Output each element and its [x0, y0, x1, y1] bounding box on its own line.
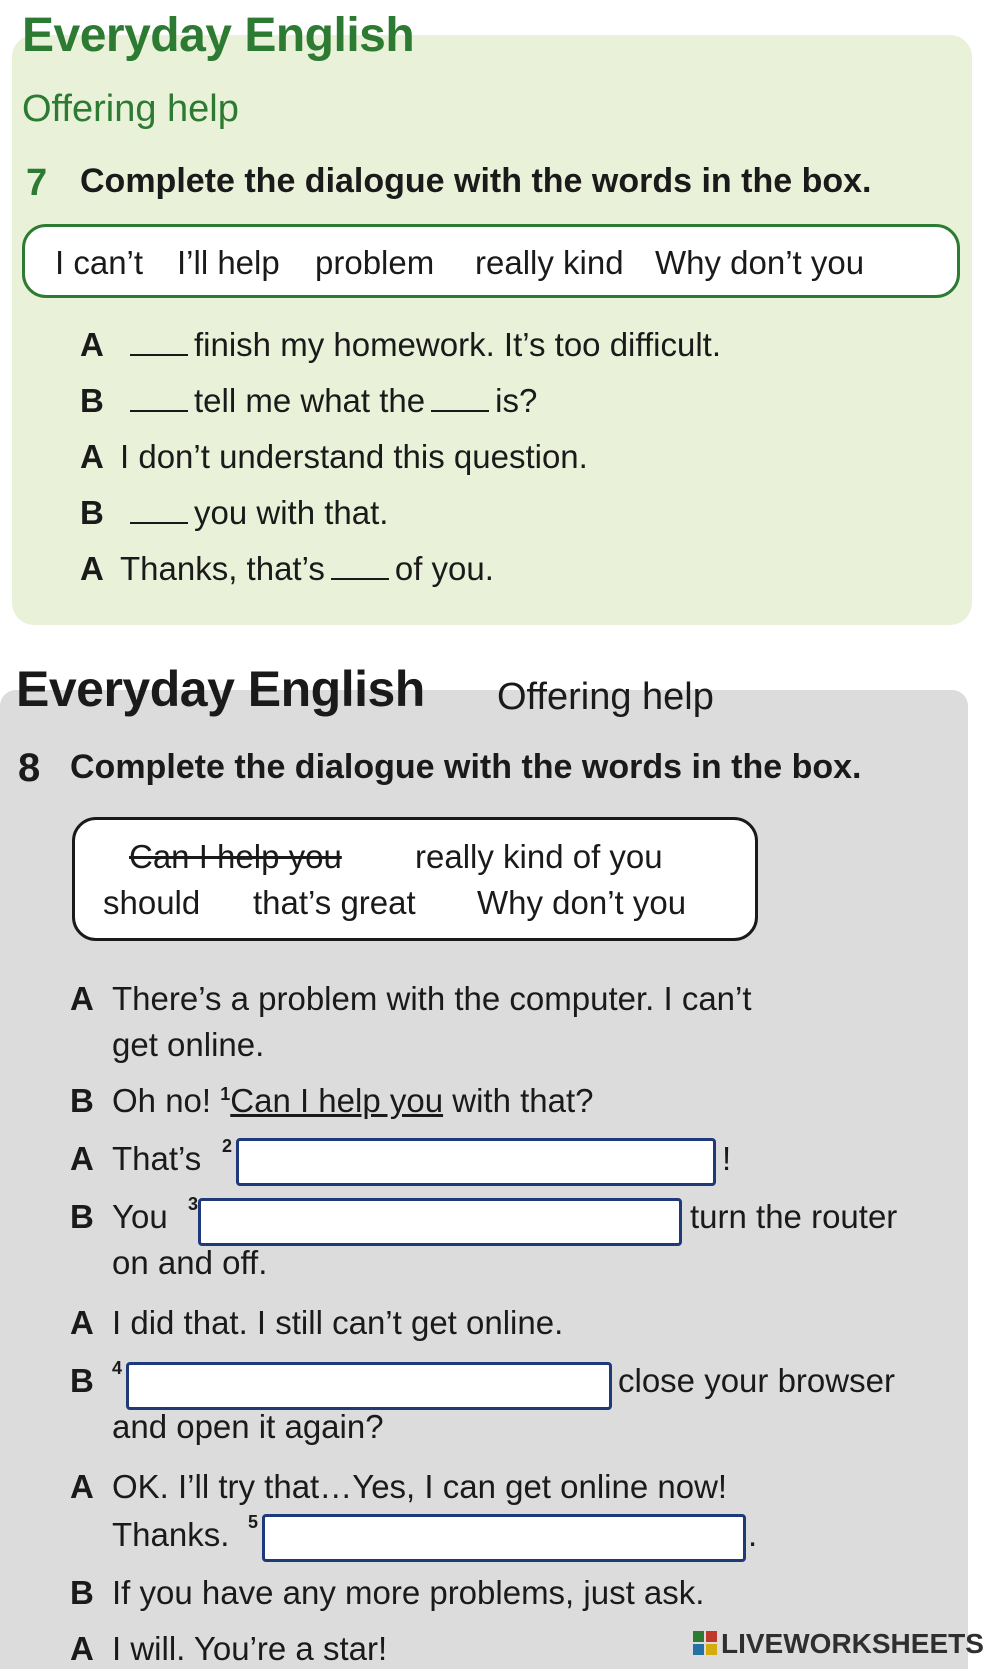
dialogue-text: turn the router: [690, 1198, 898, 1235]
speaker-label: A: [70, 1140, 94, 1177]
word-box-item: should: [103, 884, 201, 921]
dialogue-text: .: [748, 1516, 758, 1553]
speaker-label: B: [70, 1574, 94, 1611]
blank-line: [331, 552, 389, 580]
exercise-8-instruction: Complete the dialogue with the words in the box.: [70, 748, 862, 786]
speaker-label: B: [70, 1082, 94, 1119]
gap-number: 4: [112, 1358, 123, 1378]
dialogue-text: you with that.: [194, 494, 389, 531]
dialogue-text: get online.: [112, 1026, 265, 1063]
dialogue-text: tell me what the: [194, 382, 426, 419]
dialogue-text: Thanks, that’s: [120, 550, 325, 587]
word-box-item-used: Can I help you: [129, 838, 342, 875]
example-answer: Can I help you: [230, 1082, 444, 1119]
dialogue-text: You: [112, 1198, 168, 1235]
dialogue-text: !: [722, 1140, 732, 1177]
word-box-item: that’s great: [253, 884, 416, 921]
exercise-7-number: 7: [26, 162, 48, 204]
dialogue-text: There’s a problem with the computer. I can’t: [112, 980, 752, 1017]
speaker-label: B: [80, 382, 104, 419]
exercise-8-subtitle: Offering help: [497, 676, 714, 718]
word-box-item: Why don’t you: [655, 244, 865, 281]
dialogue-line: [80, 382, 537, 420]
dialogue-text: and open it again?: [112, 1408, 384, 1445]
answer-input-5[interactable]: [262, 1514, 746, 1562]
dialogue-text: with that?: [452, 1082, 594, 1119]
word-box-item: I can’t: [55, 244, 144, 281]
dialogue-text: is?: [495, 382, 538, 419]
word-box-item: really kind: [475, 244, 624, 281]
answer-input-3[interactable]: [198, 1198, 682, 1246]
blank-line: [130, 496, 188, 524]
blank-line: [130, 384, 188, 412]
dialogue-text: If you have any more problems, just ask.: [112, 1574, 705, 1611]
dialogue-line: [80, 550, 494, 588]
speaker-label: A: [70, 980, 94, 1017]
dialogue-text: Thanks.: [112, 1516, 230, 1553]
speaker-label: B: [70, 1362, 94, 1399]
speaker-label: A: [80, 550, 104, 587]
dialogue-line: [112, 1082, 594, 1120]
dialogue-text: of you.: [394, 550, 494, 587]
dialogue-line: [80, 494, 388, 532]
dialogue-text: OK. I’ll try that…Yes, I can get online now!: [112, 1468, 728, 1505]
speaker-label: A: [70, 1304, 94, 1341]
exercise-8-number: 8: [18, 746, 41, 790]
speaker-label: A: [70, 1630, 94, 1667]
speaker-label: A: [80, 326, 104, 363]
exercise-8-word-box: [72, 817, 758, 941]
answer-input-4[interactable]: [126, 1362, 612, 1410]
speaker-label: B: [80, 494, 104, 531]
dialogue-text: finish my homework. It’s too difficult.: [194, 326, 721, 363]
exercise-7-subtitle: Offering help: [22, 88, 239, 130]
liveworksheets-logo-icon: [692, 1630, 718, 1656]
speaker-label: A: [80, 438, 104, 475]
word-box-item: I’ll help: [177, 244, 280, 281]
dialogue-text: I will. You’re a star!: [112, 1630, 388, 1667]
word-box-item: problem: [315, 244, 435, 281]
dialogue-line: [80, 326, 721, 364]
exercise-8-title: Everyday English: [16, 661, 425, 717]
watermark-text: LIVEWORKSHEETS: [721, 1628, 984, 1659]
exercise-7-instruction: Complete the dialogue with the words in the box.: [80, 162, 872, 200]
dialogue-text: Oh no!: [112, 1082, 212, 1119]
dialogue-text: I did that. I still can’t get online.: [112, 1304, 564, 1341]
dialogue-text: on and off.: [112, 1244, 268, 1281]
liveworksheets-watermark: [692, 1628, 984, 1660]
exercise-7-word-box: [22, 224, 960, 298]
dialogue-line: [80, 438, 588, 476]
dialogue-text: I don’t understand this question.: [120, 438, 588, 475]
speaker-label: A: [70, 1468, 94, 1505]
word-box-item: really kind of you: [415, 838, 663, 875]
gap-number: 2: [222, 1136, 233, 1156]
gap-number: 1: [220, 1084, 231, 1104]
word-box-item: Why don’t you: [477, 884, 687, 921]
exercise-7-title: Everyday English: [22, 9, 415, 62]
blank-line: [130, 328, 188, 356]
gap-number: 5: [248, 1512, 259, 1532]
answer-input-2[interactable]: [236, 1138, 716, 1186]
gap-number: 3: [188, 1194, 199, 1214]
dialogue-text: That’s: [112, 1140, 202, 1177]
speaker-label: B: [70, 1198, 94, 1235]
blank-line: [431, 384, 489, 412]
dialogue-text: close your browser: [618, 1362, 895, 1399]
